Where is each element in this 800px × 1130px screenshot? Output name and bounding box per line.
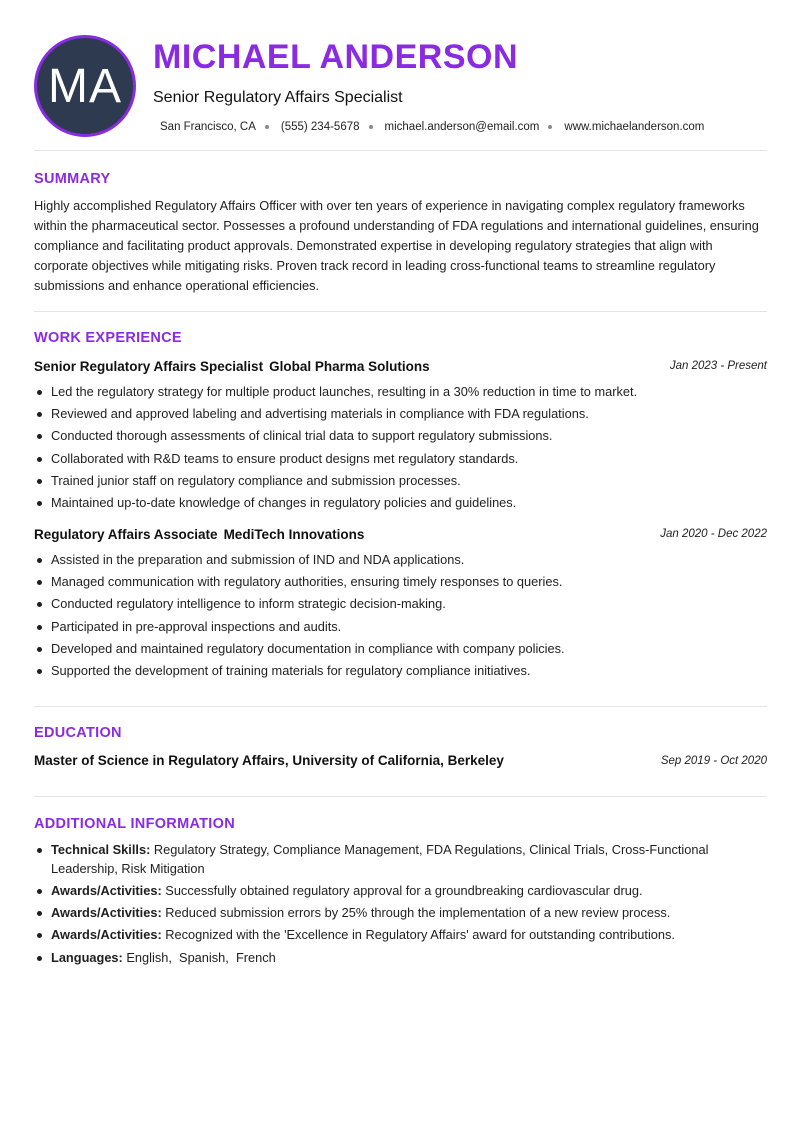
job-role: Senior Regulatory Affairs Specialist [34,359,264,374]
job-header [34,527,767,545]
additional-info-list [34,841,767,971]
list-item [34,882,767,901]
job-company: MediTech Innovations [223,527,365,542]
list-item: Reviewed and approved labeling and advertising materials in compliance with FDA regulations. [34,403,767,425]
info-text: English, Spanish, French [126,949,276,965]
education-degree: Master of Science in Regulatory Affairs, University of California, Berkeley [34,753,504,768]
section-divider [34,311,767,312]
list-item [34,949,767,968]
list-item: Conducted thorough assessments of clinical trial data to support regulatory submissions. [34,425,767,447]
info-text: Reduced submission errors by 25% through the implementation of a new review process. [165,905,671,921]
experience-heading: WORK EXPERIENCE [34,330,182,346]
summary-text: Highly accomplished Regulatory Affairs Officer with over ten years of experience in navigating complex regulatory frameworks within the pharmaceutical sector. Possesses a profound understanding of FDA regulations and international guidelines, ensuring compliance and facilitating product approvals. Demonstrated expertise in developing regulatory strategies that align with corporate objectives while mitigating risks. Proven track record in leading cross-functional teams to streamline regulatory submissions and enhance operational efficiencies. [34,198,759,293]
list-item [34,841,767,878]
list-item [34,904,767,923]
info-text: Successfully obtained regulatory approval for a groundbreaking cardiovascular drug. [165,882,643,898]
dot-separator-icon [548,125,552,129]
contact-email[interactable]: michael.anderson@email.com [384,121,540,133]
additional-heading: ADDITIONAL INFORMATION [34,816,235,832]
list-item: Maintained up-to-date knowledge of changes in regulatory policies and guidelines. [34,492,767,514]
list-item: Assisted in the preparation and submission of IND and NDA applications. [34,549,767,571]
dot-separator-icon [265,125,269,129]
list-item: Conducted regulatory intelligence to inform strategic decision-making. [34,593,767,615]
section-divider [34,150,767,151]
list-item: Trained junior staff on regulatory compliance and submission processes. [34,470,767,492]
job-role: Regulatory Affairs Associate [34,527,218,542]
contact-website[interactable]: www.michaelanderson.com [564,121,705,133]
contact-bar [160,121,704,133]
list-item: Led the regulatory strategy for multiple product launches, resulting in a 30% reduction in time to market. [34,381,767,403]
candidate-title: Senior Regulatory Affairs Specialist [153,89,403,106]
contact-phone: (555) 234-5678 [280,121,360,133]
section-divider [34,796,767,797]
info-label: Technical Skills: [51,842,151,857]
job-header [34,359,767,377]
job-dates: Jan 2023 - Present [669,360,767,372]
info-text: Regulatory Strategy, Compliance Management, FDA Regulations, Clinical Trials, Cross-Functional Leadership, Risk Mitigation [51,842,709,876]
education-entry [34,753,767,771]
list-item: Supported the development of training materials for regulatory compliance initiatives. [34,660,767,682]
summary-heading: SUMMARY [34,171,111,187]
list-item: Managed communication with regulatory authorities, ensuring timely responses to queries. [34,571,767,593]
list-item: Collaborated with R&D teams to ensure product designs met regulatory standards. [34,448,767,470]
job-bullet-list [34,381,767,514]
info-label: Awards/Activities: [51,882,162,898]
education-dates: Sep 2019 - Oct 2020 [660,755,767,767]
dot-separator-icon [369,125,373,129]
job-dates: Jan 2020 - Dec 2022 [660,528,767,540]
candidate-name: MICHAEL ANDERSON [153,38,519,76]
info-label: Awards/Activities: [51,905,162,921]
job-bullet-list [34,549,767,682]
list-item: Developed and maintained regulatory documentation in compliance with company policies. [34,638,767,660]
resume-header [0,0,800,150]
job-company: Global Pharma Solutions [269,359,430,374]
avatar [34,35,136,137]
education-heading: EDUCATION [34,725,122,741]
info-text: Recognized with the 'Excellence in Regulatory Affairs' award for outstanding contributions. [165,927,675,943]
list-item: Participated in pre-approval inspections and audits. [34,616,767,638]
section-divider [34,706,767,707]
info-label: Languages: [51,949,123,965]
contact-location: San Francisco, CA [160,121,256,133]
info-label: Awards/Activities: [51,927,162,943]
list-item [34,926,767,945]
avatar-initials: MA [48,59,122,113]
